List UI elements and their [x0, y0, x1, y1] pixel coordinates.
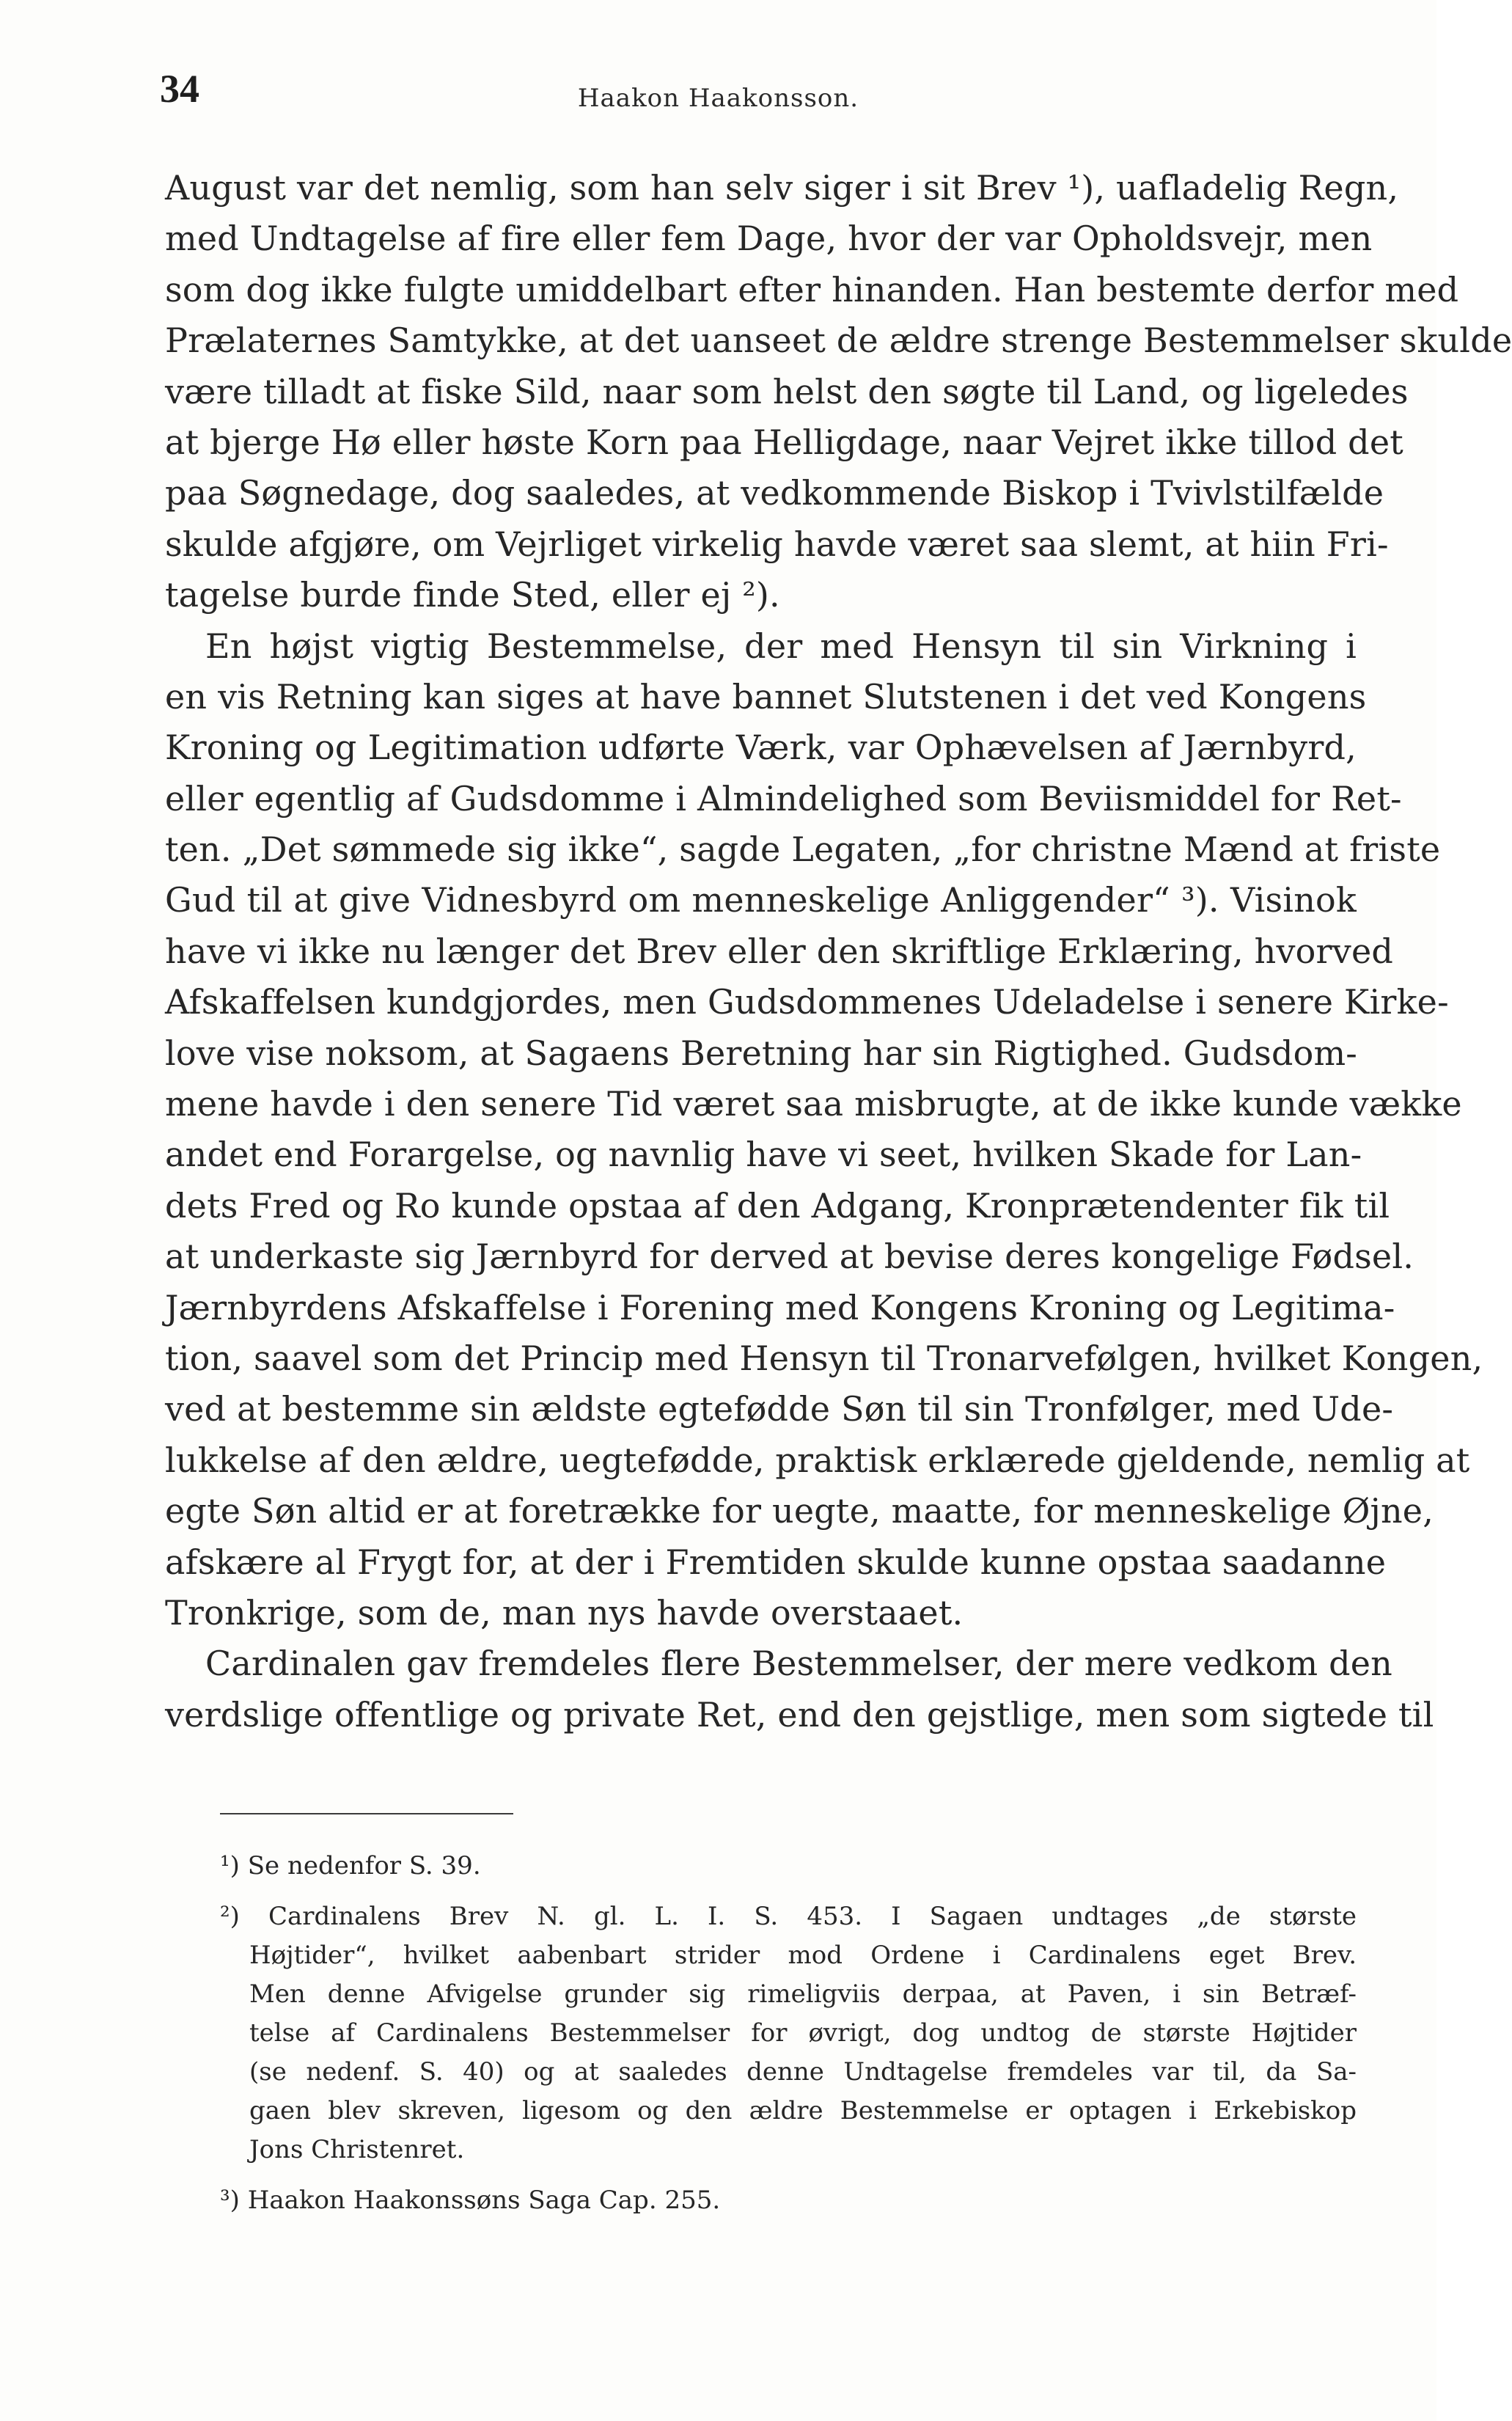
text-line: have vi ikke nu længer det Brev eller den skriftlige Erklæring, hvorved [165, 931, 1394, 971]
text-line: verdslige offentlige og private Ret, end den gejstlige, men som sigtede til [165, 1694, 1434, 1735]
footnote-line [220, 1897, 1357, 1936]
body-text [165, 163, 1512, 1740]
footnote-2 [220, 1897, 1357, 2169]
footnotes [220, 1847, 1357, 2220]
footnote-line: telse af Cardinalens Bestemmelser for øvrigt, dog undtog de største Højtider [249, 2018, 1357, 2048]
text-line: ved at bestemme sin ældste egtefødde Søn til sin Tronfølger, med Ude- [165, 1389, 1394, 1429]
text-line: egte Søn altid er at foretrække for uegte, maatte, for menneskelige Øjne, [165, 1491, 1434, 1531]
text-line: Kroning og Legitimation udførte Værk, var Ophævelsen af Jærnbyrd, [165, 728, 1357, 768]
footnote-line: (se nedenf. S. 40) og at saaledes denne Undtagelse fremdeles var til, da Sa- [249, 2057, 1357, 2087]
text-line: August var det nemlig, som han selv siger i sit Brev ¹), uafladelig Regn, [165, 168, 1399, 208]
text-line: eller egentlig af Gudsdomme i Almindelighed som Beviismiddel for Ret- [165, 778, 1402, 818]
footnote-line [220, 2181, 1357, 2220]
text-line: lukkelse af den ældre, uegtefødde, praktisk erklærede gjeldende, nemlig at [165, 1440, 1470, 1480]
text-line: som dog ikke fulgte umiddelbart efter hinanden. Han bestemte derfor med [165, 269, 1459, 310]
footnote-marker: ³) [220, 2186, 240, 2215]
text-line: skulde afgjøre, om Vejrliget virkelig havde været saa slemt, at hiin Fri- [165, 524, 1389, 564]
text-line: ten. „Det sømmede sig ikke“, sagde Legaten, „for christne Mænd at friste [165, 829, 1441, 870]
running-title: Haakon Haakonsson. [577, 84, 859, 113]
text-line: Prælaternes Samtykke, at det uanseet de ældre strenge Bestemmelser skulde [165, 321, 1512, 361]
footnote-text: Cardinalens Brev N. gl. L. I. S. 453. I Sagaen undtages „de største [268, 1902, 1357, 1931]
text-line: andet end Forargelse, og navnlig have vi seet, hvilken Skade for Lan- [165, 1135, 1362, 1175]
footnote-3 [220, 2181, 1357, 2220]
footnote-text: Se nedenfor S. 39. [247, 1851, 481, 1880]
text-line: tagelse burde finde Sted, eller ej ²). [165, 575, 780, 615]
text-line: love vise noksom, at Sagaens Beretning har sin Rigtighed. Gudsdom- [165, 1033, 1358, 1073]
footnote-1 [220, 1847, 1357, 1886]
text-line: Tronkrige, som de, man nys havde overstaaet. [165, 1592, 964, 1633]
text-line: paa Søgnedage, dog saaledes, at vedkommende Biskop i Tvivlstilfælde [165, 473, 1384, 513]
footnote-line: Men denne Afvigelse grunder sig rimeligviis derpaa, at Paven, i sin Betræf- [249, 1979, 1357, 2009]
text-line: være tilladt at fiske Sild, naar som helst den søgte til Land, og ligeledes [165, 371, 1409, 411]
footnote-line: Højtider“, hvilket aabenbart strider mod Ordene i Cardinalens eget Brev. [249, 1941, 1357, 1970]
page-number: 34 [160, 67, 199, 111]
text-line: at underkaste sig Jærnbyrd for derved at bevise deres kongelige Fødsel. [165, 1237, 1414, 1277]
footnote-line [220, 1847, 1357, 1886]
text-line: dets Fred og Ro kunde opstaa af den Adgang, Kronprætendenter fik til [165, 1185, 1390, 1226]
text-line: at bjerge Hø eller høste Korn paa Helligdage, naar Vejret ikke tillod det [165, 422, 1403, 462]
footnote-divider [220, 1813, 513, 1814]
text-line: mene havde i den senere Tid været saa misbrugte, at de ikke kunde vække [165, 1084, 1462, 1124]
text-line: Gud til at give Vidnesbyrd om menneskelige Anliggender“ ³). Visinok [165, 880, 1357, 920]
footnote-text: Haakon Haakonssøns Saga Cap. 255. [247, 2186, 721, 2215]
text-line: Afskaffelsen kundgjordes, men Gudsdommenes Udeladelse i senere Kirke- [165, 982, 1449, 1022]
text-line: En højst vigtig Bestemmelse, der med Hensyn til sin Virkning i [205, 626, 1357, 666]
text-line: en vis Retning kan siges at have bannet Slutstenen i det ved Kongens [165, 676, 1367, 717]
footnote-line: Jons Christenret. [249, 2135, 465, 2164]
text-line: tion, saavel som det Princip med Hensyn til Tronarvefølgen, hvilket Kongen, [165, 1338, 1483, 1378]
footnote-line: gaen blev skreven, ligesom og den ældre Bestemmelse er optagen i Erkebiskop [249, 2096, 1357, 2125]
text-line: med Undtagelse af fire eller fem Dage, hvor der var Opholdsvejr, men [165, 219, 1373, 259]
text-line: afskære al Frygt for, at der i Fremtiden skulde kunne opstaa saadanne [165, 1542, 1387, 1582]
text-line: Cardinalen gav fremdeles flere Bestemmelser, der mere vedkom den [205, 1644, 1393, 1684]
text-line: Jærnbyrdens Afskaffelse i Forening med Kongens Kroning og Legitima- [165, 1287, 1395, 1327]
footnote-marker: ²) [220, 1902, 240, 1931]
footnote-marker: ¹) [220, 1851, 240, 1880]
